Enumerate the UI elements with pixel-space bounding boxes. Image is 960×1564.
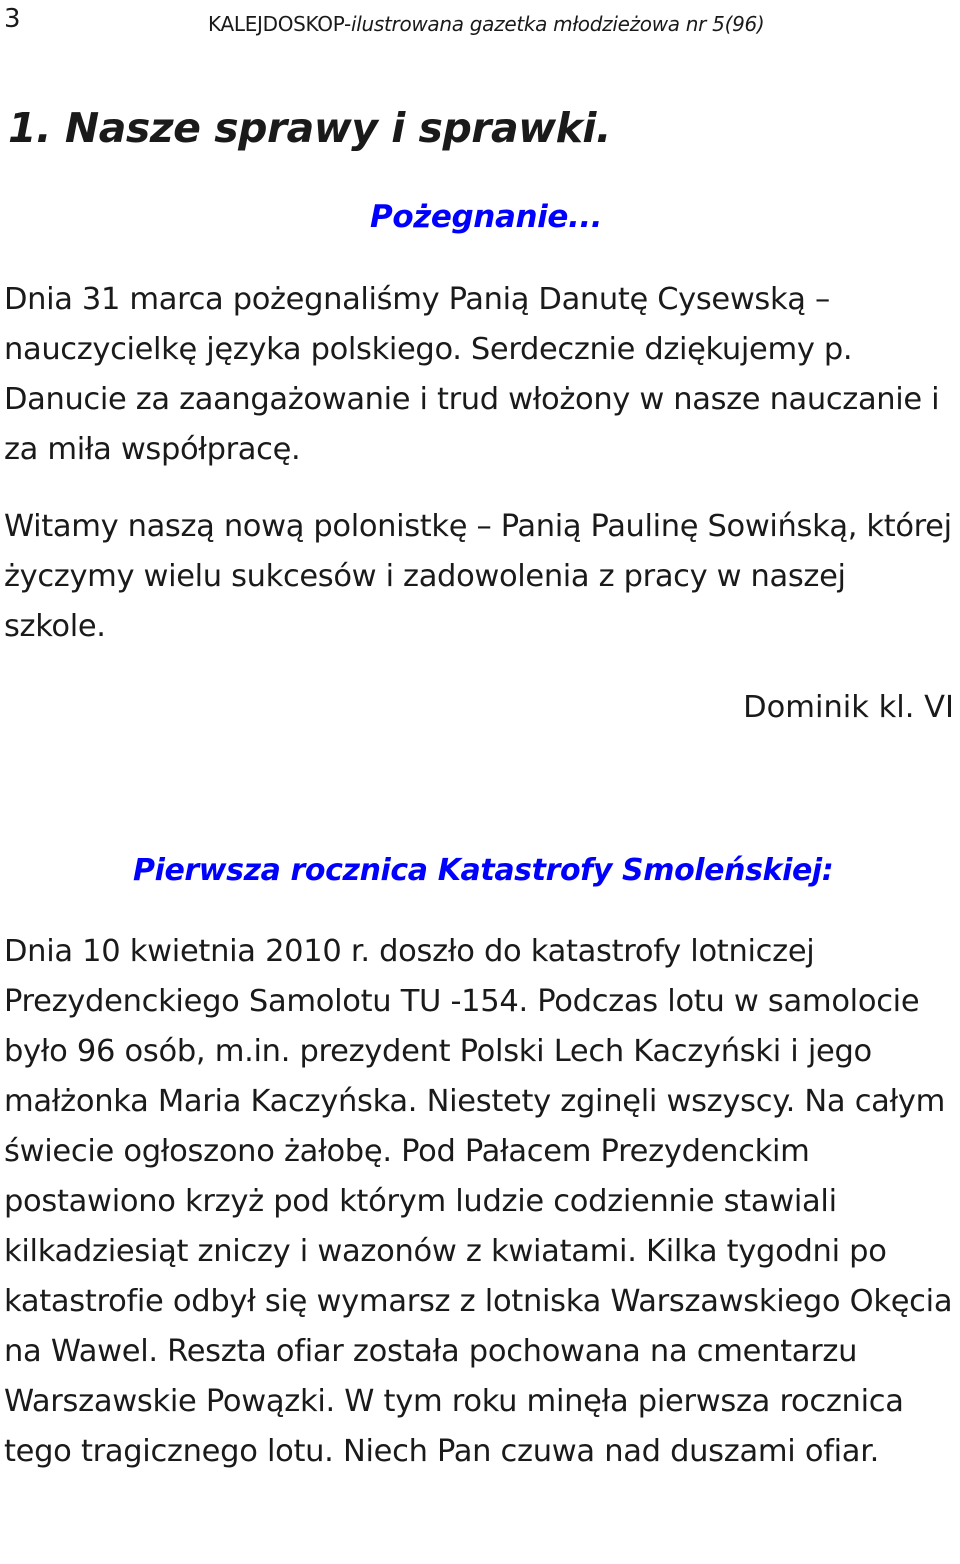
article-signature: Dominik kl. VI [743,690,954,725]
newsletter-name: KALEJDOSKOP- [208,12,351,36]
farewell-heading: Pożegnanie... [370,199,603,235]
page-number: 3 [4,4,21,34]
anniversary-paragraph: Dnia 10 kwietnia 2010 r. doszło do katastrofy lotniczej Prezydenckiego Samolotu TU -154. Podczas lotu w samolocie było 96 osób, m.in. prezydent Polski Lech Kaczyński i jego małżonka Maria Kaczyńska. Niestety zginęli wszyscy. Na całym świecie ogłoszono żałobę. Pod Pałacem Prezydenckim postawiono krzyż pod którym ludzie codziennie stawiali kilkadziesiąt zniczy i wazonów z kwiatami. Kilka tygodni po katastrofie odbył się wymarsz z lotniska Warszawskiego Okęcia na Wawel. Reszta ofiar została pochowana na cmentarzu Warszawskie Powązki. W tym roku minęła pierwsza rocznica tego tragicznego lotu. Niech Pan czuwa nad duszami ofiar. [4,934,953,1469]
newsletter-title [208,12,764,36]
farewell-paragraph: Dnia 31 marca pożegnaliśmy Panią Danutę Cysewską – nauczycielkę języka polskiego. Serdecznie dziękujemy p. Danucie za zaangażowanie i trud włożony w nasze nauczanie i za miła współpracę. [4,282,940,467]
page-header [0,4,960,40]
welcome-paragraph: Witamy naszą nową polonistkę – Panią Paulinę Sowińską, której życzymy wielu sukcesów i zadowolenia z pracy w naszej szkole. [4,509,952,644]
anniversary-heading: Pierwsza rocznica Katastrofy Smoleńskiej: [133,853,834,888]
newsletter-subtitle: ilustrowana gazetka młodzieżowa nr 5(96) [350,12,765,36]
section-title: 1. Nasze sprawy i sprawki. [8,104,611,152]
